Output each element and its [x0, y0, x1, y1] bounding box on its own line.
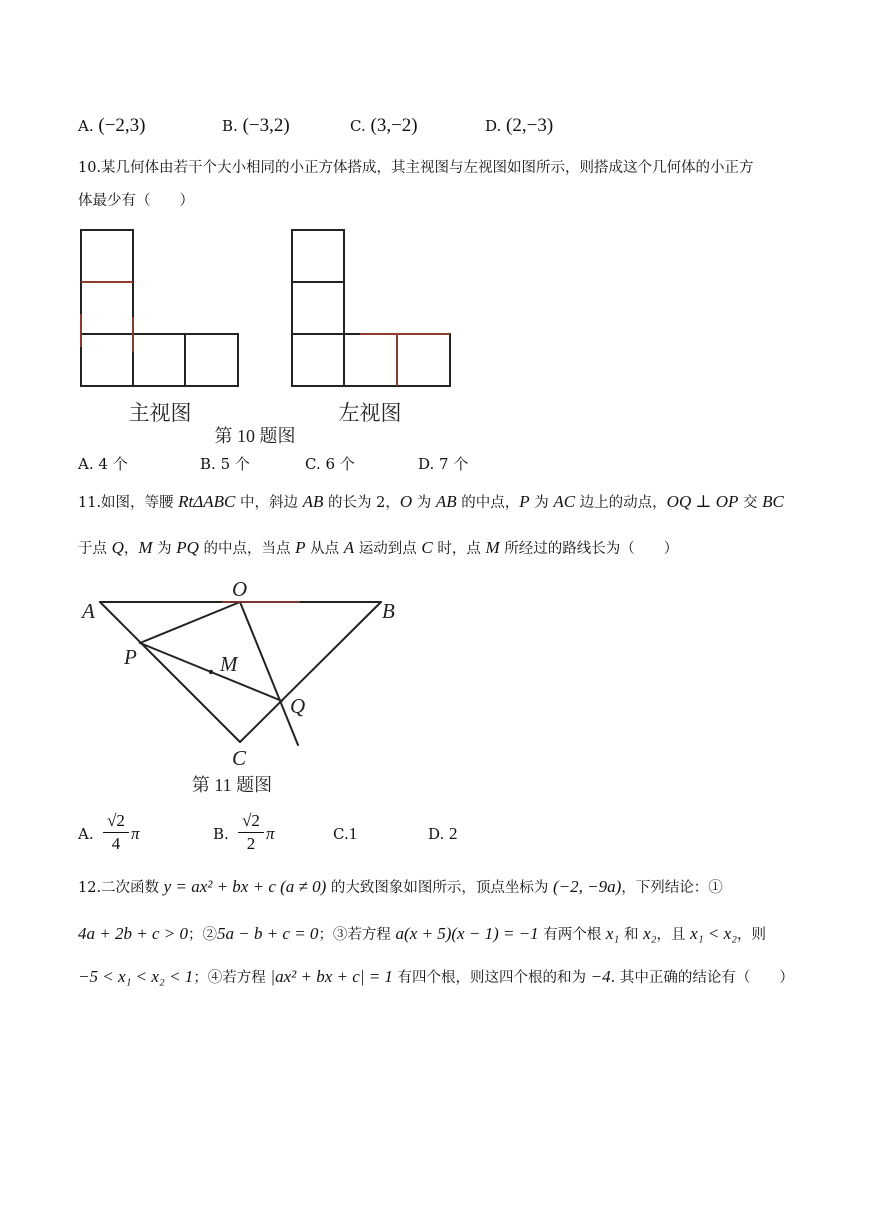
q10-option-c: C. 6 个 — [305, 455, 355, 473]
q11-option-a-fraction: $\frac{√2}{4}$ — [103, 810, 129, 855]
q11-option-b: B. — [213, 825, 229, 843]
left-view-square — [292, 334, 344, 386]
segment-bc — [240, 602, 381, 742]
left-view-square — [344, 334, 397, 386]
q11-option-c: C.1 — [333, 824, 358, 843]
q11-stem-line2: 于点 Q，M 为 PQ 的中点，当点 P 从点 A 运动到点 C 时，点 M 所经过的路线长为（ ） — [78, 538, 679, 557]
front-view-square — [81, 334, 133, 386]
left-view-square — [292, 282, 344, 334]
q10-figure — [70, 222, 470, 452]
q11-figure — [70, 575, 420, 805]
front-view-square — [81, 282, 133, 334]
label-b: B — [382, 599, 395, 623]
q9-option-c: C. (3,−2) — [350, 115, 418, 136]
q10-stem-line2: 体最少有（ ） — [78, 193, 194, 209]
front-view-square — [185, 334, 238, 386]
q10-option-a: A. 4 个 — [78, 455, 128, 473]
q12-stem-line2: 4a + 2b + c > 0；②5a − b + c = 0；③若方程 a(x + 5)(x − 1) = −1 有两个根 x₁ 和 x₂，且 x₁ < x₂，则 — [78, 924, 767, 943]
q11-option-a: A. — [78, 825, 94, 843]
q11-stem-line1: 11.如图，等腰 RtΔABC 中，斜边 AB 的长为 2，O 为 AB 的中点，P 为 AC 边上的动点，OQ ⊥ OP 交 BC — [78, 492, 784, 511]
label-q: Q — [290, 694, 306, 718]
q10-stem-line1: 10.某几何体由若干个大小相同的小正方体搭成，其主视图与左视图如图所示，则搭成这个几何体的小正方 — [78, 160, 754, 176]
q11-option-a-pi: π — [131, 824, 140, 843]
q10-option-b: B. 5 个 — [200, 455, 250, 473]
segment-oq-extended — [240, 602, 298, 745]
label-o: O — [232, 577, 248, 601]
q11-option-b-pi: π — [266, 824, 275, 843]
label-c: C — [232, 746, 247, 770]
segment-ac — [100, 602, 240, 742]
front-view-label: 主视图 — [128, 401, 192, 425]
segment-op — [140, 602, 240, 643]
front-view-square — [81, 230, 133, 282]
q11-option-d: D. 2 — [428, 824, 458, 843]
q9-option-b: B. (−3,2) — [222, 115, 290, 136]
q11-caption: 第 11 题图 — [191, 775, 273, 795]
left-view-square — [292, 230, 344, 282]
q11-option-b-fraction: $\frac{√2}{2}$ — [238, 810, 264, 855]
q9-option-d: D. (2,−3) — [485, 115, 554, 136]
label-p: P — [124, 645, 137, 669]
left-view-square — [397, 334, 450, 386]
front-view-square — [133, 334, 185, 386]
point-m-dot — [209, 670, 213, 674]
left-view-label: 左视图 — [338, 401, 402, 425]
q12-stem-line1: 12.二次函数 y = ax² + bx + c (a ≠ 0) 的大致图象如图所示，顶点坐标为 (−2, −9a)，下列结论：① — [78, 877, 723, 896]
label-a: A — [82, 599, 95, 623]
q10-caption: 第 10 题图 — [214, 426, 296, 446]
label-m: M — [220, 652, 238, 676]
q9-option-a: A. (−2,3) — [78, 115, 146, 136]
q12-stem-line3: −5 < x₁ < x₂ < 1；④若方程 |ax² + bx + c| = 1 有四个根，则这四个根的和为 −4. 其中正确的结论有（ ） — [78, 967, 794, 986]
q10-option-d: D. 7 个 — [418, 455, 469, 473]
